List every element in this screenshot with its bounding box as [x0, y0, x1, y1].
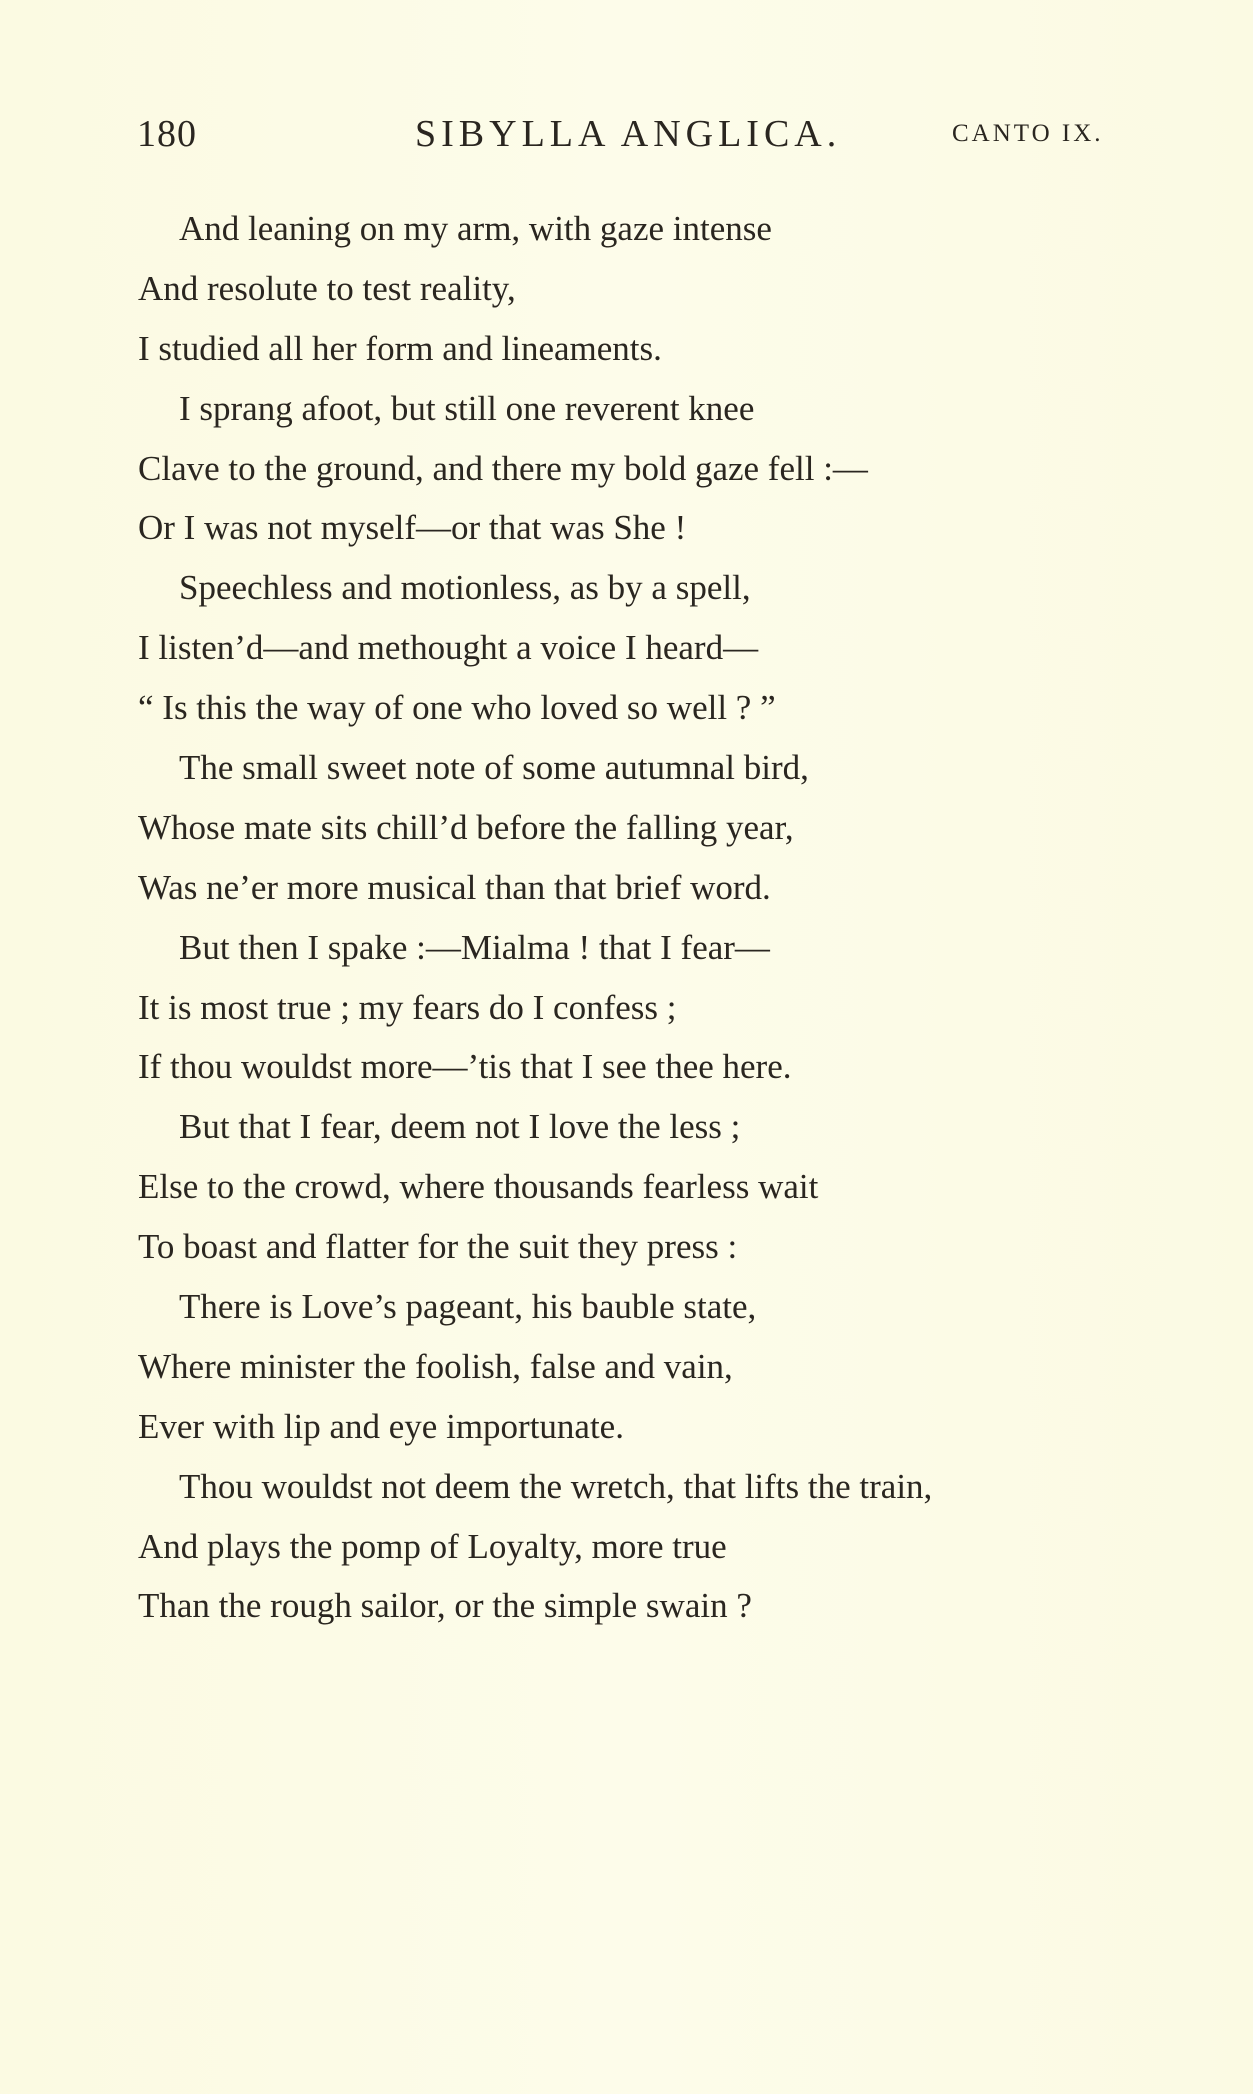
book-title: SIBYLLA ANGLICA. [415, 113, 842, 155]
poem-line: Than the rough sailor, or the simple swain ? [138, 1586, 752, 1626]
poem-line: Or I was not myself—or that was She ! [138, 508, 687, 548]
poem-line: I sprang afoot, but still one reverent knee [179, 388, 755, 428]
poem-line: Clave to the ground, and there my bold gaze fell :— [138, 448, 868, 488]
poem-text [138, 199, 1238, 1636]
poem-line: If thou wouldst more—’tis that I see thee here. [138, 1047, 792, 1087]
poem-line: “ Is this the way of one who loved so well ? ” [138, 688, 776, 728]
poem-line: I studied all her form and lineaments. [138, 328, 662, 368]
poem-line: Was ne’er more musical than that brief word. [138, 867, 771, 907]
poem-line: Whose mate sits chill’d before the falling year, [138, 807, 794, 847]
canto-label: CANTO IX. [952, 120, 1104, 147]
poem-line: Ever with lip and eye importunate. [138, 1406, 624, 1446]
poem-line: The small sweet note of some autumnal bird, [179, 748, 809, 788]
poem-line: Where minister the foolish, false and vain, [138, 1346, 733, 1386]
poem-line: Thou wouldst not deem the wretch, that lifts the train, [179, 1466, 933, 1506]
poem-line: And resolute to test reality, [138, 268, 516, 308]
poem-line: It is most true ; my fears do I confess ; [138, 987, 677, 1027]
page-number: 180 [137, 113, 197, 155]
poem-line: Speechless and motionless, as by a spell, [179, 568, 751, 608]
running-head [137, 112, 1137, 162]
poem-line: I listen’d—and methought a voice I heard— [138, 628, 759, 668]
poem-line: But then I spake :—Mialma ! that I fear— [179, 927, 770, 967]
poem-line: But that I fear, deem not I love the less ; [179, 1107, 741, 1147]
poem-line: To boast and flatter for the suit they press : [138, 1227, 738, 1267]
poem-line: And plays the pomp of Loyalty, more true [138, 1526, 727, 1566]
poem-line: There is Love’s pageant, his bauble state, [179, 1287, 757, 1327]
poem-line: Else to the crowd, where thousands fearless wait [138, 1167, 819, 1207]
poem-line: And leaning on my arm, with gaze intense [179, 209, 772, 248]
